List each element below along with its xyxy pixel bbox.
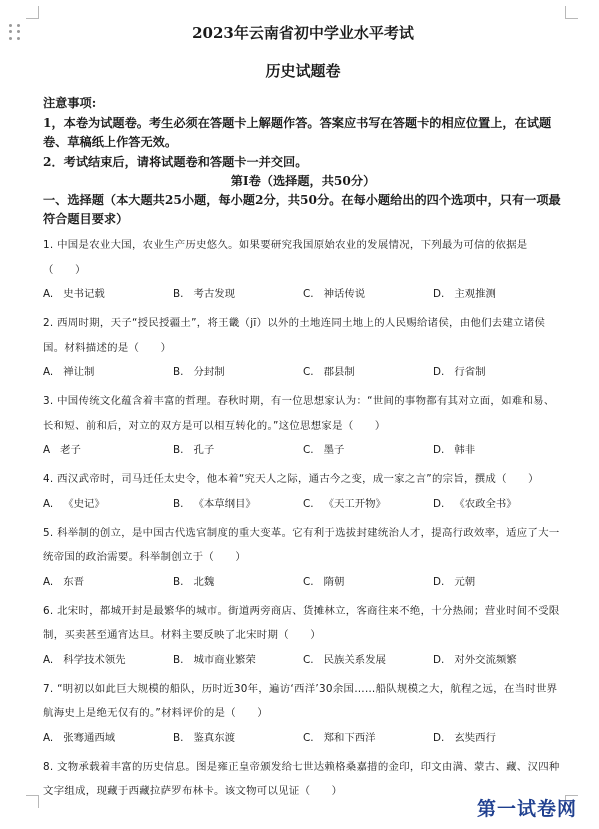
- option-d[interactable]: [433, 282, 563, 306]
- option-text: 东晋: [63, 575, 85, 588]
- option-key: D.: [433, 653, 445, 666]
- option-a[interactable]: [43, 438, 173, 462]
- question-3: [43, 389, 563, 462]
- option-text: 玄奘西行: [454, 731, 496, 744]
- option-d[interactable]: [433, 438, 563, 462]
- question-stem: 5. 科举制的创立，是中国古代选官制度的重大变革。它有利于选拔封建统治人才，提高行政效率，适应了大一统帝国的政治需要。科举制创立于（ ）: [43, 526, 560, 563]
- option-text: 科学技术领先: [63, 653, 126, 666]
- question-6: [43, 599, 563, 672]
- option-text: 郡县制: [323, 366, 355, 378]
- question-stem: 6. 北宋时，都城开封是最繁华的城市。街道两旁商店、货摊林立，客商往来不绝，十分热闹；营业时间不受限制，买卖甚至通宵达旦。材料主要反映了北宋时期（ ）: [43, 604, 560, 641]
- option-text: 考古发现: [193, 288, 235, 300]
- option-key: C.: [303, 444, 314, 456]
- crop-mark-bottom-left: [26, 795, 39, 808]
- notes-item: 2．考试结束后，请将试题卷和答题卡一并交回。: [43, 154, 308, 169]
- option-key: B.: [173, 731, 184, 744]
- notes-heading: 注意事项:: [43, 96, 97, 110]
- crop-mark-top-right: [565, 6, 578, 19]
- option-d[interactable]: [433, 360, 563, 384]
- option-key: A: [43, 444, 51, 456]
- option-key: A.: [43, 575, 54, 588]
- option-text: 鉴真东渡: [193, 731, 235, 744]
- option-b[interactable]: [173, 282, 303, 306]
- site-watermark: 第一试卷网: [476, 798, 577, 820]
- option-c[interactable]: [303, 648, 433, 672]
- option-text: 《本草纲目》: [193, 497, 256, 510]
- option-text: 元朝: [454, 575, 476, 588]
- option-key: C.: [303, 366, 314, 378]
- question-4: [43, 467, 563, 516]
- option-key: D.: [433, 366, 445, 378]
- question-stem: 7. “明初以如此巨大规模的船队，历时近30年，遍访‘西洋’30余国……船队规模之大，航程之远，在当时世界航海史上是绝无仅有的。”材料评价的是（ ）: [43, 682, 558, 719]
- drag-handle-icon[interactable]: [9, 24, 21, 40]
- section-title: 第Ⅰ卷（选择题，共50分）: [230, 174, 376, 188]
- option-key: B.: [173, 288, 184, 300]
- option-row: [43, 648, 563, 672]
- option-row: [43, 360, 563, 384]
- option-key: A.: [43, 653, 54, 666]
- option-c[interactable]: [303, 492, 433, 516]
- question-stem: 2. 西周时期，天子“授民授疆土”，将王畿（jī）以外的土地连同土地上的人民赐给诸侯，由他们去建立诸侯国。材料描述的是（ ）: [43, 317, 546, 354]
- question-5: [43, 521, 563, 594]
- option-key: D.: [433, 731, 445, 744]
- page-subtitle: 历史试题卷: [265, 62, 341, 80]
- option-row: [43, 726, 563, 750]
- option-d[interactable]: [433, 726, 563, 750]
- exam-page: [43, 12, 563, 809]
- option-text: 神话传说: [323, 288, 366, 300]
- option-b[interactable]: [173, 570, 303, 594]
- question-2: [43, 311, 563, 384]
- option-a[interactable]: [43, 648, 173, 672]
- option-text: 《天工开物》: [323, 497, 386, 510]
- option-key: B.: [173, 575, 184, 588]
- option-text: 对外交流频繁: [454, 653, 517, 666]
- part-title: 一、选择题（本大题共25小题，每小题2分，共50分。在每小题给出的四个选项中，只有一项最符合题目要求）: [43, 193, 561, 226]
- option-text: 郑和下西洋: [323, 731, 376, 744]
- option-key: B.: [173, 653, 184, 666]
- option-text: 禅让制: [63, 366, 95, 378]
- option-c[interactable]: [303, 570, 433, 594]
- option-key: B.: [173, 444, 184, 456]
- notes-section: [43, 94, 563, 172]
- option-key: A.: [43, 366, 54, 378]
- question-7: [43, 677, 563, 750]
- option-key: B.: [173, 497, 184, 510]
- option-text: 主观推测: [454, 288, 496, 300]
- option-row: [43, 438, 563, 462]
- option-key: A.: [43, 731, 54, 744]
- option-key: D.: [433, 497, 445, 510]
- option-text: 隋朝: [323, 575, 345, 588]
- option-c[interactable]: [303, 438, 433, 462]
- option-b[interactable]: [173, 726, 303, 750]
- option-key: D.: [433, 575, 445, 588]
- option-a[interactable]: [43, 282, 173, 306]
- option-c[interactable]: [303, 282, 433, 306]
- question-list: [43, 233, 563, 804]
- option-b[interactable]: [173, 492, 303, 516]
- option-text: 老子: [60, 444, 81, 456]
- option-c[interactable]: [303, 726, 433, 750]
- option-a[interactable]: [43, 360, 173, 384]
- option-b[interactable]: [173, 438, 303, 462]
- option-d[interactable]: [433, 492, 563, 516]
- option-c[interactable]: [303, 360, 433, 384]
- question-stem: 1. 中国是农业大国，农业生产历史悠久。如果要研究我国原始农业的发展情况，下列最为可信的依据是（ ）: [43, 239, 528, 276]
- question-stem: 4. 西汉武帝时，司马迁任太史令，他本着“究天人之际，通古今之变，成一家之言”的宗旨，撰成（ ）: [43, 473, 539, 485]
- option-b[interactable]: [173, 360, 303, 384]
- page-title: 2023年云南省初中学业水平考试: [192, 24, 414, 42]
- option-key: A.: [43, 288, 54, 300]
- option-a[interactable]: [43, 726, 173, 750]
- option-a[interactable]: [43, 570, 173, 594]
- option-b[interactable]: [173, 648, 303, 672]
- question-stem: 3. 中国传统文化蕴含着丰富的哲理。春秋时期，有一位思想家认为：“世间的事物都有其对立面，如难和易、长和短、前和后，对立的双方是可以相互转化的。”这位思想家是（ ）: [43, 395, 555, 432]
- option-text: 北魏: [193, 575, 215, 588]
- option-row: [43, 570, 563, 594]
- option-text: 城市商业繁荣: [193, 653, 256, 666]
- question-1: [43, 233, 563, 306]
- option-text: 行省制: [454, 366, 486, 378]
- option-text: 《史记》: [63, 497, 105, 510]
- question-stem: 8. 文物承载着丰富的历史信息。图是雍正皇帝颁发给七世达赖格桑嘉措的金印，印文由满、蒙古、藏、汉四种文字组成，现藏于西藏拉萨罗布林卡。该文物可以见证（ ）: [43, 760, 560, 797]
- option-key: C.: [303, 497, 314, 510]
- option-row: [43, 492, 563, 516]
- option-key: B.: [173, 366, 184, 378]
- option-text: 民族关系发展: [323, 653, 386, 666]
- option-key: D.: [433, 288, 445, 300]
- option-text: 墨子: [323, 444, 345, 456]
- option-text: 分封制: [193, 366, 225, 378]
- option-text: 张骞通西域: [63, 731, 116, 744]
- option-text: 韩非: [454, 444, 476, 456]
- option-text: 《农政全书》: [454, 497, 517, 510]
- crop-mark-top-left: [26, 6, 39, 19]
- option-row: [43, 282, 563, 306]
- option-key: C.: [303, 653, 314, 666]
- option-text: 史书记载: [63, 288, 105, 300]
- option-text: 孔子: [193, 444, 215, 456]
- option-d[interactable]: [433, 648, 563, 672]
- notes-item: 1，本卷为试题卷。考生必须在答题卡上解题作答。答案应书写在答题卡的相应位置上，在试题卷、草稿纸上作答无效。: [43, 115, 552, 149]
- option-key: D.: [433, 444, 445, 456]
- option-key: C.: [303, 731, 314, 744]
- option-key: C.: [303, 288, 314, 300]
- option-d[interactable]: [433, 570, 563, 594]
- option-key: A.: [43, 497, 54, 510]
- option-key: C.: [303, 575, 314, 588]
- option-a[interactable]: [43, 492, 173, 516]
